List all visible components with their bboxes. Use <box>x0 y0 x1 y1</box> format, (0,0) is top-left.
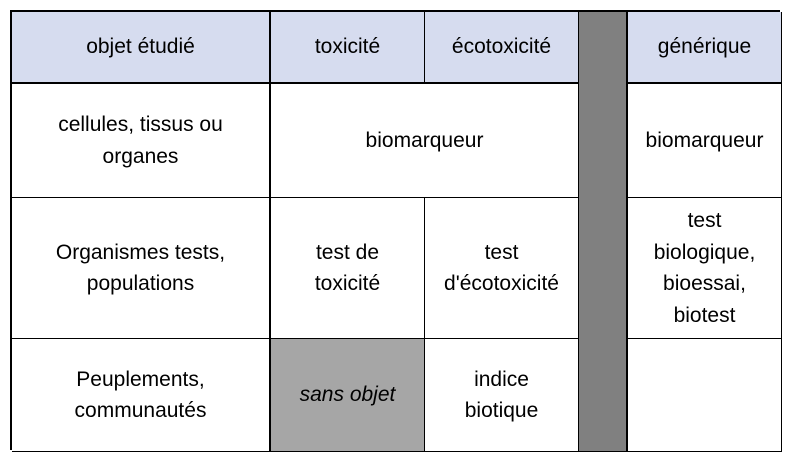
row-communities-object-label: Peuplements, communautés <box>74 367 207 422</box>
header-generic-label: générique <box>657 35 752 59</box>
row-communities-ecotoxicity-label: indice biotique <box>464 367 539 422</box>
row-organisms-generic-label: test biologique, bioessai, biotest <box>653 209 756 327</box>
row-organisms-toxicity-label: test de toxicité <box>314 240 381 295</box>
row-cells-tissues-tox-ecotox <box>271 84 579 198</box>
header-toxicity <box>271 12 425 84</box>
header-ecotoxicity-label: écotoxicité <box>451 35 552 59</box>
row-communities-ecotoxicity <box>425 339 579 452</box>
header-toxicity-label: toxicité <box>314 35 381 59</box>
row-communities-toxicity-label: sans objet <box>299 383 396 407</box>
header-object-studied-label: objet étudié <box>86 35 195 59</box>
header-generic <box>628 12 782 84</box>
column-separator <box>579 12 628 452</box>
header-object-studied <box>12 12 271 84</box>
row-cells-tissues-tox-ecotox-label: biomarqueur <box>365 128 484 152</box>
row-organisms-object-label: Organismes tests, populations <box>55 240 226 295</box>
row-communities-object <box>12 339 271 452</box>
row-communities-generic <box>628 339 782 452</box>
row-cells-tissues-object-label: cellules, tissus ou organes <box>58 113 223 168</box>
row-organisms-object <box>12 198 271 339</box>
row-communities-toxicity <box>271 339 425 452</box>
row-organisms-generic <box>628 198 782 339</box>
row-organisms-toxicity <box>271 198 425 339</box>
row-cells-tissues-generic-label: biomarqueur <box>645 128 764 152</box>
row-cells-tissues-object <box>12 84 271 198</box>
row-organisms-ecotoxicity <box>425 198 579 339</box>
header-ecotoxicity <box>425 12 579 84</box>
row-cells-tissues-generic <box>628 84 782 198</box>
terminology-table <box>10 10 780 450</box>
row-organisms-ecotoxicity-label: test d'écotoxicité <box>444 240 559 295</box>
